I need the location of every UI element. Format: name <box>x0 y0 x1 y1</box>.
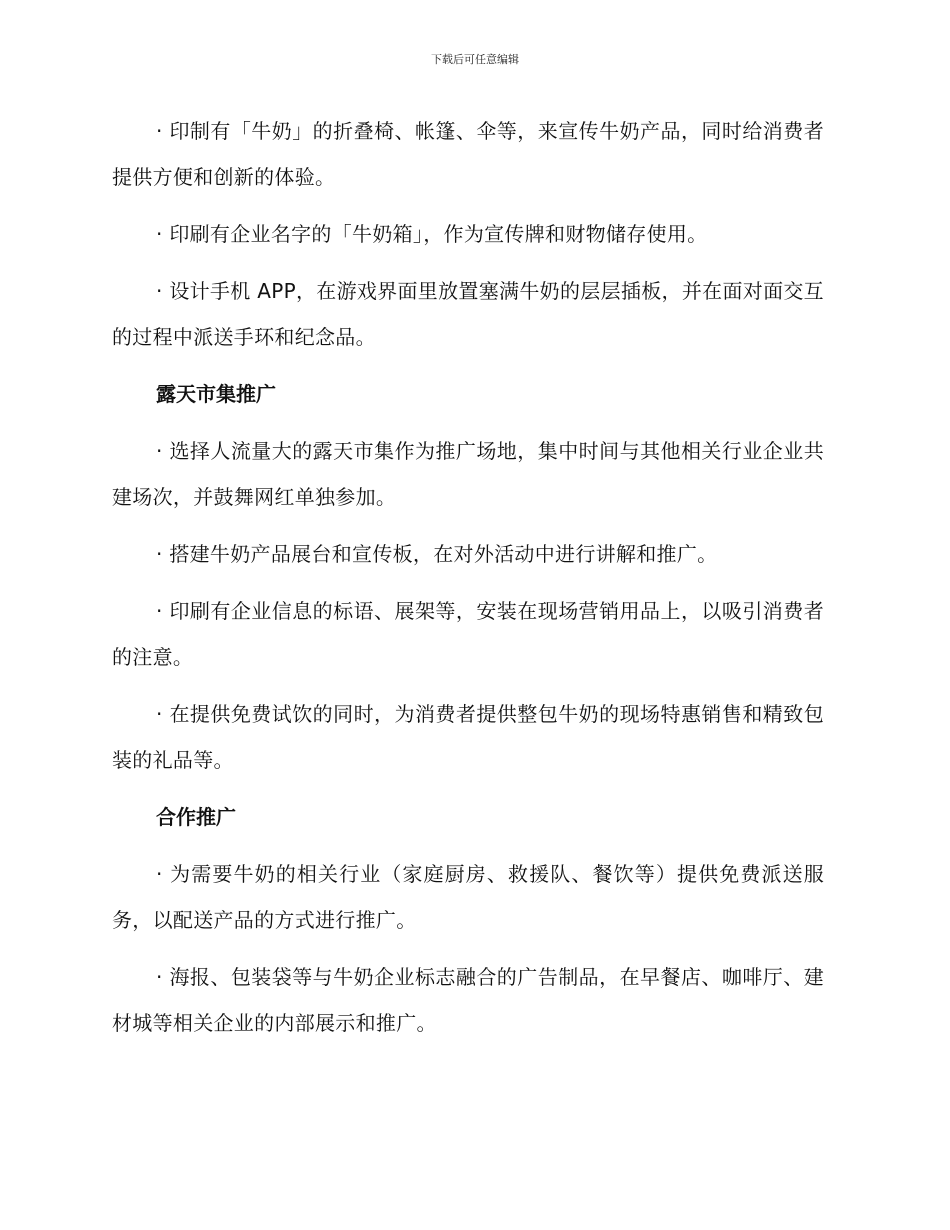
paragraph-free-delivery: · 为需要牛奶的相关行业（家庭厨房、救援队、餐饮等）提供免费派送服务，以配送产品的方式进行推广。 <box>112 862 824 932</box>
section-heading-open-air-market: 露天市集推广 <box>156 382 276 406</box>
document-body <box>112 108 824 1057</box>
paragraph-mobile-app: · 设计手机 APP，在游戏界面里放置塞满牛奶的层层插板，并在面对面交互的过程中派送手环和纪念品。 <box>112 279 824 349</box>
paragraph-slogans: · 印刷有企业信息的标语、展架等，安装在现场营销用品上，以吸引消费者的注意。 <box>112 599 824 669</box>
section-heading-cooperation: 合作推广 <box>156 805 236 829</box>
paragraph-display-booth: · 搭建牛奶产品展台和宣传板，在对外活动中进行讲解和推广。 <box>156 542 718 566</box>
page-header: 下载后可任意编辑 <box>431 53 519 66</box>
paragraph-folding-chairs: · 印制有「牛奶」的折叠椅、帐篷、伞等，来宣传牛奶产品，同时给消费者提供方便和创新的体验。 <box>112 119 824 189</box>
paragraph-free-tasting: · 在提供免费试饮的同时，为消费者提供整包牛奶的现场特惠销售和精致包装的礼品等。 <box>112 702 824 772</box>
paragraph-milk-box: · 印刷有企业名字的「牛奶箱」，作为宣传牌和财物储存使用。 <box>156 222 708 246</box>
paragraph-market-venue: · 选择人流量大的露天市集作为推广场地，集中时间与其他相关行业企业共建场次，并鼓舞网红单独参加。 <box>112 439 824 509</box>
paragraph-posters: · 海报、包装袋等与牛奶企业标志融合的广告制品，在早餐店、咖啡厅、建材城等相关企业的内部展示和推广。 <box>112 965 824 1035</box>
